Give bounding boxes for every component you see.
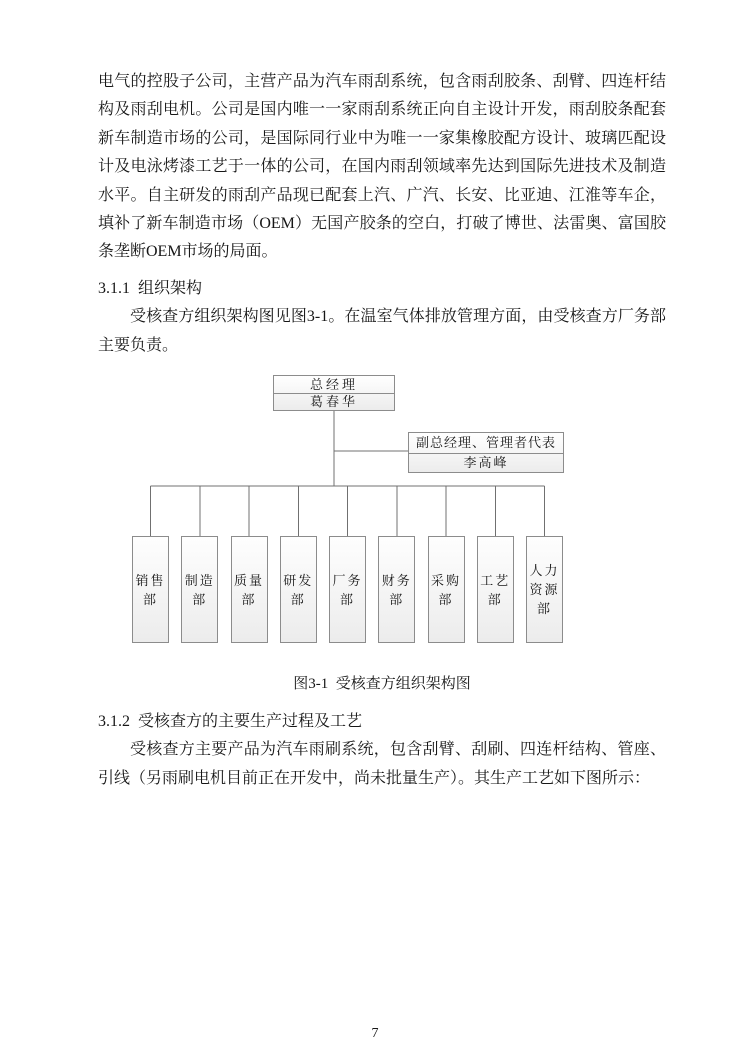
section-heading-3-1-2: 3.1.2 受核查方的主要生产过程及工艺	[98, 713, 363, 731]
figure-caption: 图3-1 受核查方组织架构图	[293, 676, 471, 693]
org-box-dept-human-resources: 人力资源部	[526, 536, 563, 643]
org-box-dept-quality: 质量部	[231, 536, 268, 643]
body-paragraph-org-structure: 受核查方组织架构图见图3-1。在温室气体排放管理方面，由受核查方厂务部主要负责。	[98, 308, 666, 354]
org-box-deputy-general-manager	[408, 432, 564, 473]
org-box-dept-finance: 财务部	[378, 536, 415, 643]
org-chart-figure	[98, 360, 666, 660]
page-number: 7	[371, 1026, 379, 1041]
deputy-general-manager-name: 李高峰	[463, 455, 509, 471]
org-box-dept-process: 工艺部	[477, 536, 514, 643]
org-box-dept-manufacturing: 制造部	[181, 536, 218, 643]
body-paragraph-company-intro: 电气的控股子公司，主营产品为汽车雨刮系统，包含雨刮胶条、刮臂、四连杆结构及雨刮电机。公司是国内唯一一家雨刮系统正向自主设计开发，雨刮胶条配套新车制造市场的公司，是国际同行业中为唯一一家集橡胶配方设计、玻璃匹配设计及电泳烤漆工艺于一体的公司，在国内雨刮领域率先达到国际先进技术及制造水平。自主研发的雨刮产品现已配套上汽、广汽、长安、比亚迪、江淮等车企，填补了新车制造市场（OEM）无国产胶条的空白，打破了博世、法雷奥、富国胶条垄断OEM市场的局面。	[98, 73, 666, 261]
body-paragraph-production-process: 受核查方主要产品为汽车雨刷系统，包含刮臂、刮刷、四连杆结构、管座、引线（另雨刷电机目前正在开发中，尚未批量生产）。其生产工艺如下图所示：	[98, 741, 666, 787]
section-heading-3-1-1: 3.1.1 组织架构	[98, 279, 203, 297]
org-box-general-manager	[273, 375, 395, 411]
deputy-general-manager-title: 副总经理、管理者代表	[409, 433, 563, 454]
org-box-dept-rnd: 研发部	[280, 536, 317, 643]
org-box-dept-sales: 销售部	[132, 536, 169, 643]
general-manager-title: 总经理	[274, 376, 394, 394]
page-content	[98, 68, 666, 793]
org-box-dept-purchasing: 采购部	[428, 536, 465, 643]
general-manager-name: 葛春华	[309, 394, 358, 410]
org-box-dept-facility: 厂务部	[329, 536, 366, 643]
